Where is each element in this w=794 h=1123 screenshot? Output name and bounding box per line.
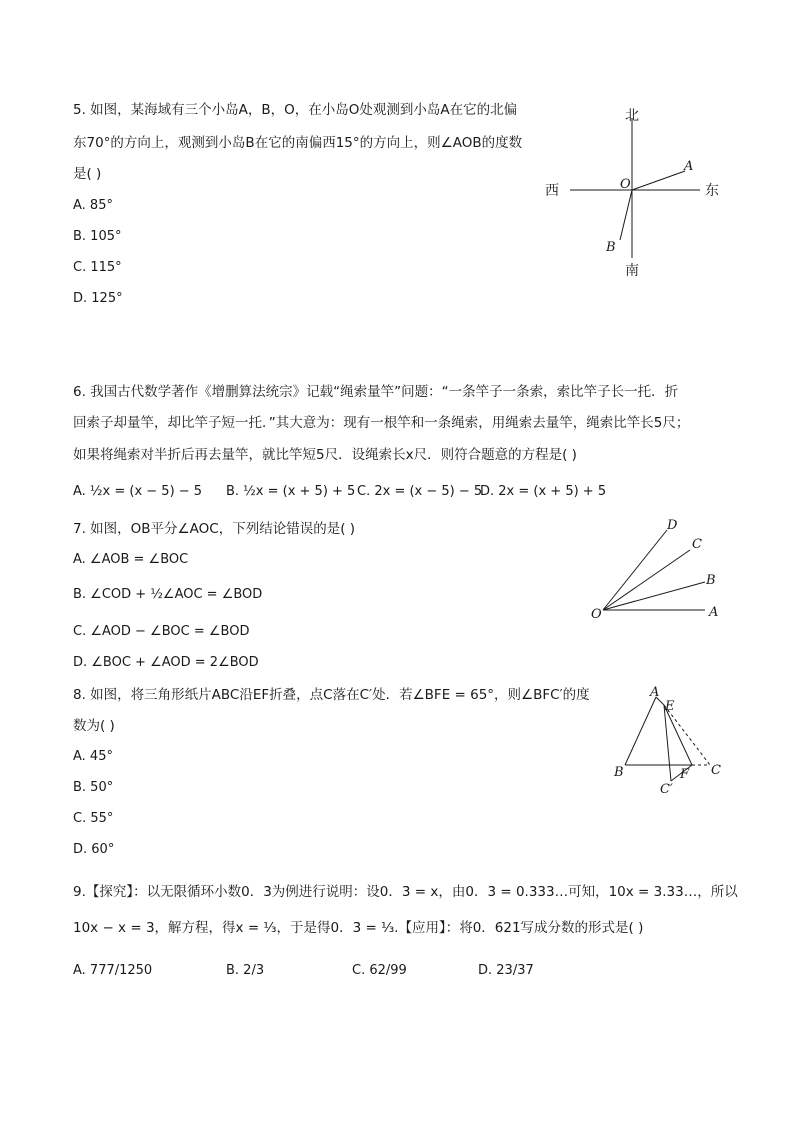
label-c-prime: C′ [660,782,673,797]
q6-option-c: C. 2x = (x − 5) − 5 [357,484,483,499]
q8-line-2: 数为( ) [73,718,115,734]
side-ab [625,697,656,765]
q9-option-b: B. 2/3 [226,963,265,978]
label-b: B [614,765,624,780]
ray-oa [632,171,685,190]
ray-od [603,530,667,610]
q7-option-b: B. ∠COD + ½∠AOC = ∠BOD [73,587,263,602]
q9-option-a: A. 777/1250 [73,963,153,978]
q6-line-1: 6. 我国古代数学著作《增删算法统宗》记载“绳索量竿”问题：“一条竿子一条索，索比竿子长一托．折 [73,384,679,400]
ray-ob [620,190,632,240]
q7-option-d: D. ∠BOC + ∠AOD = 2∠BOD [73,655,259,670]
side-ec-dashed [664,705,710,765]
q6-line-2: 回索子却量竿，却比竿子短一托．”其大意为：现有一根竿和一条绳索，用绳索去量竿，绳索比竿长5尺； [73,415,690,431]
side-ec1 [664,705,671,781]
label-north: 北 [625,108,639,124]
label-d: D [667,518,678,533]
q9-option-c: C. 62/99 [352,963,407,978]
q5-option-a: A. 85° [73,198,113,213]
q7-option-c: C. ∠AOD − ∠BOC = ∠BOD [73,624,250,639]
q5-option-b: B. 105° [73,229,122,244]
q5-line-2: 东70°的方向上，观测到小岛B在它的南偏西15°的方向上，则∠AOB的度数 [73,135,523,151]
label-east: 东 [705,183,719,199]
label-a: A [684,159,694,174]
q7-angle-figure [585,512,725,627]
label-c: C [711,763,721,778]
q6-option-b: B. ½x = (x + 5) + 5 [226,484,356,499]
q5-line-1: 5. 如图，某海域有三个小岛A，B，O，在小岛O处观测到小岛A在它的北偏 [73,102,518,118]
q5-line-3: 是( ) [73,166,102,182]
ray-ob [603,582,705,610]
q6-option-d: D. 2x = (x + 5) + 5 [480,484,607,499]
q8-triangle-figure [608,683,733,801]
label-f: F [680,767,690,782]
q9-line-1: 9.【探究】：以无限循环小数0．3̇为例进行说明：设0．3̇ = x，由0．3̇ = 0.333…可知，10x = 3.33…，所以 [73,884,738,900]
q7-line-1: 7. 如图，OB平分∠AOC，下列结论错误的是( ) [73,521,356,537]
label-b: B [606,240,616,255]
q8-option-b: B. 50° [73,780,114,795]
label-a: A [650,685,660,700]
q6-option-a: A. ½x = (x − 5) − 5 [73,484,203,499]
q8-option-a: A. 45° [73,749,113,764]
ray-oc [603,550,690,610]
label-o: O [620,177,631,192]
q9-line-2: 10x − x = 3，解方程，得x = ⅓，于是得0．3̇ = ⅓.【应用】：将0．6̇21̇写成分数的形式是( ) [73,920,644,936]
q7-option-a: A. ∠AOB = ∠BOC [73,552,189,567]
label-west: 西 [545,183,559,199]
label-b: B [706,573,716,588]
label-c: C [692,537,702,552]
label-o: O [591,607,602,622]
label-a: A [709,605,719,620]
label-e: E [665,699,675,714]
q8-line-1: 8. 如图，将三角形纸片ABC沿EF折叠，点C落在C′处．若∠BFE = 65°，则∠BFC′的度 [73,687,590,703]
label-south: 南 [625,263,639,279]
q8-option-c: C. 55° [73,811,114,826]
q5-option-d: D. 125° [73,291,123,306]
q5-compass-figure [540,100,730,285]
q9-option-d: D. 23/37 [478,963,534,978]
q5-option-c: C. 115° [73,260,122,275]
q8-option-d: D. 60° [73,842,115,857]
q6-line-3: 如果将绳索对半折后再去量竿，就比竿短5尺．设绳索长x尺．则符合题意的方程是( ) [73,447,577,463]
